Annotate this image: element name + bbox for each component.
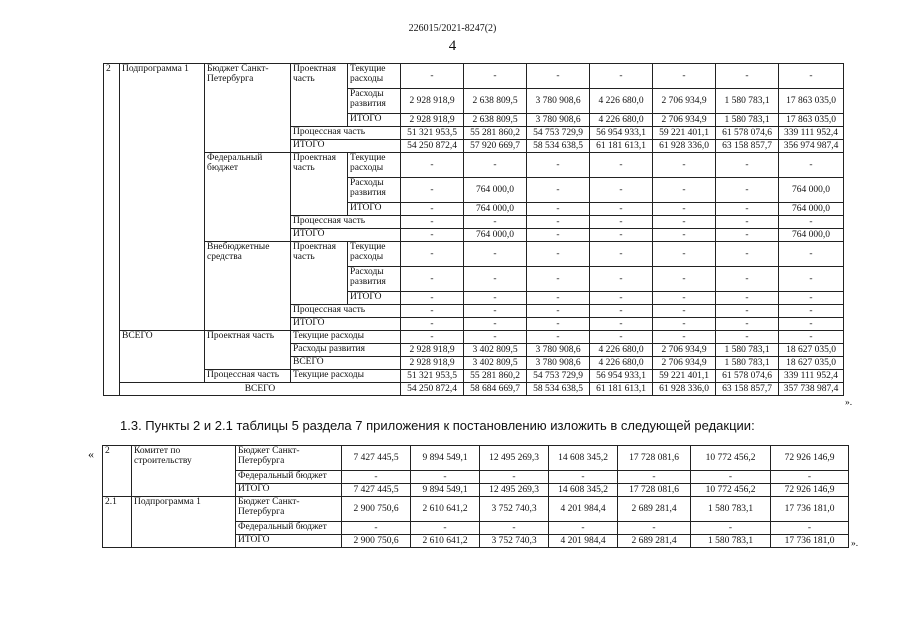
- value-cell: -: [653, 229, 716, 242]
- value-cell: 2 638 809,5: [464, 89, 527, 114]
- budget-table-1: [103, 63, 844, 396]
- value-cell: 61 181 613,1: [590, 140, 653, 153]
- current-expenses-label: Текущие расходы: [348, 64, 401, 89]
- value-cell: -: [401, 203, 464, 216]
- value-cell: 18 627 035,0: [779, 344, 844, 357]
- value-cell: -: [527, 331, 590, 344]
- table-row: [104, 153, 844, 178]
- program-name: Комитет по строительству: [132, 446, 236, 497]
- value-cell: -: [527, 318, 590, 331]
- funding-source: Федеральный бюджет: [236, 522, 342, 535]
- value-cell: -: [401, 64, 464, 89]
- value-cell: -: [527, 203, 590, 216]
- value-cell: -: [590, 331, 653, 344]
- value-cell: 17 728 081,6: [618, 446, 691, 471]
- value-cell: -: [771, 471, 849, 484]
- value-cell: 1 580 783,1: [716, 357, 779, 370]
- subprogram-name: Подпрограмма 1: [120, 64, 205, 331]
- value-cell: 2 928 918,9: [401, 344, 464, 357]
- value-cell: -: [464, 153, 527, 178]
- value-cell: -: [590, 318, 653, 331]
- value-cell: -: [527, 229, 590, 242]
- value-cell: 2 610 641,2: [411, 497, 480, 522]
- value-cell: 63 158 857,7: [716, 140, 779, 153]
- value-cell: -: [653, 203, 716, 216]
- value-cell: 51 321 953,5: [401, 127, 464, 140]
- value-cell: -: [527, 242, 590, 267]
- value-cell: -: [527, 216, 590, 229]
- value-cell: 7 427 445,5: [342, 484, 411, 497]
- value-cell: 3 402 809,5: [464, 344, 527, 357]
- value-cell: -: [716, 203, 779, 216]
- value-cell: 17 728 081,6: [618, 484, 691, 497]
- value-cell: 2 706 934,9: [653, 89, 716, 114]
- development-expenses-label: Расходы развития: [348, 267, 401, 292]
- total-label: ИТОГО: [291, 229, 401, 242]
- value-cell: -: [590, 292, 653, 305]
- value-cell: 3 780 908,6: [527, 357, 590, 370]
- value-cell: 3 780 908,6: [527, 89, 590, 114]
- value-cell: 4 226 680,0: [590, 114, 653, 127]
- table-row: [104, 64, 844, 89]
- value-cell: 18 627 035,0: [779, 357, 844, 370]
- value-cell: -: [590, 178, 653, 203]
- value-cell: -: [716, 153, 779, 178]
- value-cell: 63 158 857,7: [716, 383, 779, 396]
- value-cell: 764 000,0: [779, 178, 844, 203]
- value-cell: -: [480, 471, 549, 484]
- value-cell: 4 226 680,0: [590, 344, 653, 357]
- value-cell: -: [480, 522, 549, 535]
- current-expenses-label: Текущие расходы: [348, 153, 401, 178]
- value-cell: -: [779, 292, 844, 305]
- value-cell: 764 000,0: [464, 203, 527, 216]
- current-expenses-label: Текущие расходы: [291, 370, 401, 383]
- value-cell: 2 928 918,9: [401, 357, 464, 370]
- value-cell: -: [716, 229, 779, 242]
- value-cell: 56 954 933,1: [590, 370, 653, 383]
- total-label: ИТОГО: [236, 535, 342, 548]
- funding-source: Бюджет Санкт-Петербурга: [236, 497, 342, 522]
- value-cell: 14 608 345,2: [549, 446, 618, 471]
- value-cell: 357 738 987,4: [779, 383, 844, 396]
- project-part-label: Проектная часть: [291, 153, 348, 216]
- value-cell: -: [653, 267, 716, 292]
- value-cell: 55 281 860,2: [464, 127, 527, 140]
- value-cell: -: [464, 318, 527, 331]
- value-cell: -: [653, 64, 716, 89]
- funding-source: Бюджет Санкт-Петербурга: [205, 64, 291, 153]
- value-cell: -: [691, 522, 771, 535]
- value-cell: 61 928 336,0: [653, 140, 716, 153]
- value-cell: -: [716, 64, 779, 89]
- value-cell: 3 780 908,6: [527, 344, 590, 357]
- development-expenses-label: Расходы развития: [348, 178, 401, 203]
- value-cell: 10 772 456,2: [691, 484, 771, 497]
- value-cell: -: [401, 242, 464, 267]
- subtotal-label: ИТОГО: [348, 292, 401, 305]
- value-cell: -: [779, 331, 844, 344]
- value-cell: 3 402 809,5: [464, 357, 527, 370]
- value-cell: -: [401, 216, 464, 229]
- value-cell: 4 201 984,4: [549, 497, 618, 522]
- value-cell: -: [590, 64, 653, 89]
- funding-source: Бюджет Санкт-Петербурга: [236, 446, 342, 471]
- total-label: ИТОГО: [291, 140, 401, 153]
- total-label: ИТОГО: [236, 484, 342, 497]
- value-cell: 356 974 987,4: [779, 140, 844, 153]
- value-cell: 2 900 750,6: [342, 535, 411, 548]
- value-cell: 17 736 181,0: [771, 535, 849, 548]
- value-cell: 3 752 740,3: [480, 497, 549, 522]
- value-cell: 2 689 281,4: [618, 497, 691, 522]
- value-cell: 2 689 281,4: [618, 535, 691, 548]
- value-cell: 339 111 952,4: [779, 370, 844, 383]
- value-cell: 2 928 918,9: [401, 89, 464, 114]
- value-cell: 2 928 918,9: [401, 114, 464, 127]
- project-part-label: Проектная часть: [291, 64, 348, 127]
- value-cell: 9 894 549,1: [411, 446, 480, 471]
- value-cell: -: [779, 216, 844, 229]
- table1-closing-quote: ».: [845, 398, 853, 408]
- value-cell: -: [401, 229, 464, 242]
- value-cell: -: [716, 267, 779, 292]
- value-cell: 764 000,0: [464, 229, 527, 242]
- grand-total-label: ВСЕГО: [120, 331, 205, 383]
- value-cell: -: [401, 267, 464, 292]
- value-cell: -: [401, 318, 464, 331]
- value-cell: 72 926 146,9: [771, 446, 849, 471]
- value-cell: -: [716, 331, 779, 344]
- total-label: ИТОГО: [291, 318, 401, 331]
- value-cell: -: [653, 242, 716, 267]
- value-cell: -: [401, 178, 464, 203]
- value-cell: -: [527, 153, 590, 178]
- value-cell: -: [527, 292, 590, 305]
- value-cell: 58 684 669,7: [464, 383, 527, 396]
- value-cell: -: [779, 153, 844, 178]
- page-number: 4: [448, 38, 457, 54]
- value-cell: -: [527, 305, 590, 318]
- value-cell: 54 250 872,4: [401, 383, 464, 396]
- value-cell: -: [590, 242, 653, 267]
- value-cell: 61 181 613,1: [590, 383, 653, 396]
- value-cell: -: [549, 471, 618, 484]
- value-cell: -: [590, 305, 653, 318]
- value-cell: 1 580 783,1: [691, 497, 771, 522]
- value-cell: 4 201 984,4: [549, 535, 618, 548]
- value-cell: 51 321 953,5: [401, 370, 464, 383]
- value-cell: 1 580 783,1: [716, 344, 779, 357]
- value-cell: -: [401, 292, 464, 305]
- value-cell: 9 894 549,1: [411, 484, 480, 497]
- value-cell: 10 772 456,2: [691, 446, 771, 471]
- value-cell: -: [653, 305, 716, 318]
- value-cell: -: [779, 242, 844, 267]
- table-row: [104, 242, 844, 267]
- process-part-label: Процессная часть: [205, 370, 291, 383]
- value-cell: 58 534 638,5: [527, 383, 590, 396]
- development-expenses-label: Расходы развития: [291, 344, 401, 357]
- value-cell: 1 580 783,1: [716, 114, 779, 127]
- value-cell: -: [464, 305, 527, 318]
- value-cell: 2 706 934,9: [653, 114, 716, 127]
- value-cell: -: [779, 318, 844, 331]
- value-cell: 55 281 860,2: [464, 370, 527, 383]
- value-cell: -: [771, 522, 849, 535]
- value-cell: 12 495 269,3: [480, 446, 549, 471]
- value-cell: -: [653, 318, 716, 331]
- value-cell: 59 221 401,1: [653, 127, 716, 140]
- value-cell: -: [464, 216, 527, 229]
- value-cell: -: [716, 216, 779, 229]
- value-cell: -: [716, 242, 779, 267]
- value-cell: -: [779, 267, 844, 292]
- table2-opening-quote: «: [88, 447, 94, 461]
- value-cell: -: [411, 522, 480, 535]
- row-number: 2: [104, 64, 120, 396]
- budget-table-2: [102, 445, 849, 548]
- value-cell: -: [779, 64, 844, 89]
- value-cell: 3 752 740,3: [480, 535, 549, 548]
- table-row: [104, 370, 844, 383]
- value-cell: 2 610 641,2: [411, 535, 480, 548]
- table-row: [104, 383, 844, 396]
- value-cell: -: [411, 471, 480, 484]
- value-cell: -: [618, 522, 691, 535]
- value-cell: -: [653, 216, 716, 229]
- grand-total-label: ВСЕГО: [120, 383, 401, 396]
- value-cell: -: [590, 153, 653, 178]
- value-cell: 57 920 669,7: [464, 140, 527, 153]
- value-cell: -: [527, 64, 590, 89]
- value-cell: -: [590, 267, 653, 292]
- value-cell: -: [401, 153, 464, 178]
- value-cell: 56 954 933,1: [590, 127, 653, 140]
- value-cell: -: [464, 64, 527, 89]
- value-cell: -: [342, 471, 411, 484]
- value-cell: -: [716, 292, 779, 305]
- value-cell: 61 578 074,6: [716, 127, 779, 140]
- funding-source: Внебюджетные средства: [205, 242, 291, 331]
- value-cell: -: [691, 471, 771, 484]
- value-cell: 7 427 445,5: [342, 446, 411, 471]
- value-cell: -: [401, 331, 464, 344]
- value-cell: 14 608 345,2: [549, 484, 618, 497]
- value-cell: 17 863 035,0: [779, 89, 844, 114]
- value-cell: -: [590, 216, 653, 229]
- value-cell: 54 753 729,9: [527, 127, 590, 140]
- value-cell: -: [527, 178, 590, 203]
- value-cell: -: [464, 331, 527, 344]
- value-cell: 12 495 269,3: [480, 484, 549, 497]
- table-row: [104, 331, 844, 344]
- value-cell: 4 226 680,0: [590, 357, 653, 370]
- funding-source: Федеральный бюджет: [236, 471, 342, 484]
- value-cell: -: [401, 305, 464, 318]
- table-row: [103, 446, 849, 471]
- amendment-paragraph: 1.3. Пункты 2 и 2.1 таблицы 5 раздела 7 приложения к постановлению изложить в следующей редакции:: [120, 418, 755, 433]
- value-cell: -: [590, 203, 653, 216]
- row-number: 2.1: [103, 497, 132, 548]
- value-cell: 764 000,0: [464, 178, 527, 203]
- funding-source: Федеральный бюджет: [205, 153, 291, 242]
- value-cell: -: [716, 318, 779, 331]
- value-cell: 61 928 336,0: [653, 383, 716, 396]
- value-cell: 764 000,0: [779, 203, 844, 216]
- value-cell: -: [716, 178, 779, 203]
- value-cell: 72 926 146,9: [771, 484, 849, 497]
- value-cell: 4 226 680,0: [590, 89, 653, 114]
- value-cell: 764 000,0: [779, 229, 844, 242]
- value-cell: -: [549, 522, 618, 535]
- value-cell: -: [716, 305, 779, 318]
- value-cell: 2 638 809,5: [464, 114, 527, 127]
- development-expenses-label: Расходы развития: [348, 89, 401, 114]
- project-total-label: ВСЕГО: [291, 357, 401, 370]
- value-cell: 339 111 952,4: [779, 127, 844, 140]
- value-cell: 54 753 729,9: [527, 370, 590, 383]
- value-cell: 61 578 074,6: [716, 370, 779, 383]
- program-name: Подпрограмма 1: [132, 497, 236, 548]
- value-cell: -: [779, 305, 844, 318]
- value-cell: 1 580 783,1: [716, 89, 779, 114]
- project-part-label: Проектная часть: [205, 331, 291, 370]
- table-row: [103, 497, 849, 522]
- value-cell: 17 863 035,0: [779, 114, 844, 127]
- value-cell: -: [464, 242, 527, 267]
- table2-closing-quote: ».: [851, 539, 859, 549]
- value-cell: -: [653, 178, 716, 203]
- document-number: 226015/2021-8247(2): [408, 23, 497, 34]
- value-cell: 2 706 934,9: [653, 357, 716, 370]
- subtotal-label: ИТОГО: [348, 114, 401, 127]
- value-cell: -: [653, 331, 716, 344]
- value-cell: -: [464, 292, 527, 305]
- current-expenses-label: Текущие расходы: [348, 242, 401, 267]
- value-cell: 1 580 783,1: [691, 535, 771, 548]
- value-cell: -: [653, 292, 716, 305]
- value-cell: 58 534 638,5: [527, 140, 590, 153]
- value-cell: -: [342, 522, 411, 535]
- value-cell: -: [590, 229, 653, 242]
- value-cell: -: [618, 471, 691, 484]
- row-number: 2: [103, 446, 132, 497]
- value-cell: 59 221 401,1: [653, 370, 716, 383]
- process-part-label: Процессная часть: [291, 216, 401, 229]
- value-cell: 17 736 181,0: [771, 497, 849, 522]
- process-part-label: Процессная часть: [291, 305, 401, 318]
- value-cell: 3 780 908,6: [527, 114, 590, 127]
- subtotal-label: ИТОГО: [348, 203, 401, 216]
- value-cell: 2 706 934,9: [653, 344, 716, 357]
- value-cell: -: [653, 153, 716, 178]
- value-cell: -: [527, 267, 590, 292]
- process-part-label: Процессная часть: [291, 127, 401, 140]
- value-cell: 54 250 872,4: [401, 140, 464, 153]
- project-part-label: Проектная часть: [291, 242, 348, 305]
- value-cell: -: [464, 267, 527, 292]
- current-expenses-label: Текущие расходы: [291, 331, 401, 344]
- value-cell: 2 900 750,6: [342, 497, 411, 522]
